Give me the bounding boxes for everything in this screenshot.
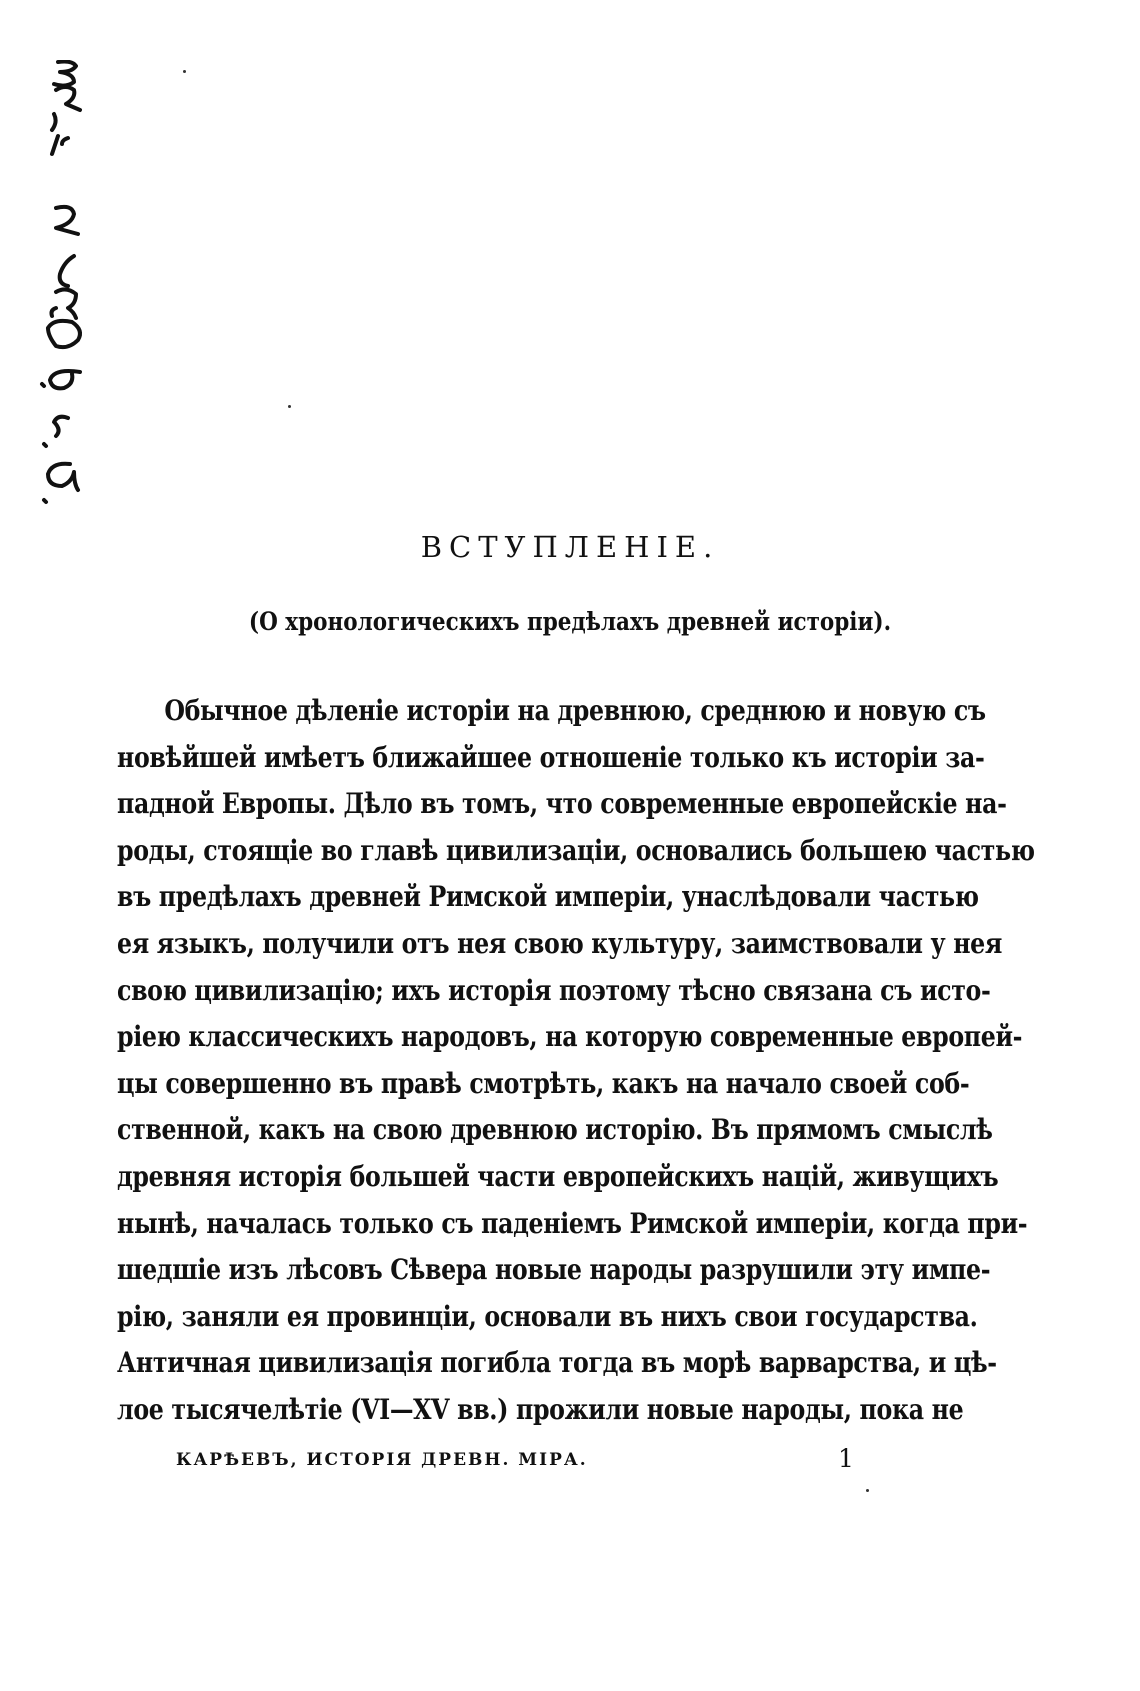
paragraph-line: падной Европы. Дѣло въ томъ, что современные европейскіе на-	[117, 787, 1007, 821]
paragraph-line: ріею классическихъ народовъ, на которую современные европей-	[117, 1020, 1023, 1054]
handwritten-annotation-image	[8, 60, 118, 530]
signature-mark: КАРѢЕВЪ, ИСТОРІЯ ДРЕВН. МІРА.	[176, 1450, 588, 1470]
page-footer	[176, 1444, 876, 1486]
paragraph-line: новѣйшей имѣетъ ближайшее отношеніе только къ исторіи за-	[117, 740, 985, 774]
paragraph-line: шедшіе изъ лѣсовъ Сѣвера новые народы разрушили эту импе-	[117, 1253, 991, 1287]
paragraph-line: Античная цивилизація погибла тогда въ морѣ варварства, и цѣ-	[117, 1346, 997, 1380]
paragraph-line: ственной, какъ на свою древнюю исторію. Въ прямомъ смыслѣ	[117, 1113, 993, 1147]
paragraph-line: древняя исторія большей части европейскихъ націй, живущихъ	[117, 1159, 999, 1193]
handwritten-margin-note	[8, 60, 118, 530]
print-speck	[866, 1489, 869, 1492]
body-paragraph	[117, 688, 1035, 1434]
page-number: 1	[838, 1444, 854, 1473]
print-speck	[288, 405, 291, 408]
chapter-subheading: (О хронологическихъ предѣлахъ древней исторіи).	[248, 607, 892, 636]
paragraph-line: рію, заняли ея провинціи, основали въ нихъ свои государства.	[117, 1299, 978, 1333]
paragraph-line: Обычное дѣленіе исторіи на древнюю, среднюю и новую съ	[164, 694, 986, 727]
print-speck	[183, 70, 186, 73]
paragraph-line: свою цивилизацію; ихъ исторія поэтому тѣсно связана съ исто-	[117, 973, 991, 1007]
paragraph-line: нынѣ, началась только съ паденіемъ Римской имперіи, когда при-	[117, 1206, 1028, 1240]
paragraph-line: цы совершенно въ правѣ смотрѣть, какъ на начало своей соб-	[117, 1066, 970, 1100]
paragraph-line: роды, стоящіе во главѣ цивилизаціи, основались большею частью	[117, 833, 1035, 867]
paragraph-line: въ предѣлахъ древней Римской имперіи, унаслѣдовали частью	[117, 880, 979, 914]
paragraph-line: лое тысячелѣтіе (VI—XV вв.) прожили новые народы, пока не	[117, 1392, 964, 1426]
chapter-heading: ВСТУПЛЕНІЕ.	[420, 530, 720, 564]
paragraph-line: ея языкъ, получили отъ нея свою культуру, заимствовали у нея	[117, 926, 1003, 960]
